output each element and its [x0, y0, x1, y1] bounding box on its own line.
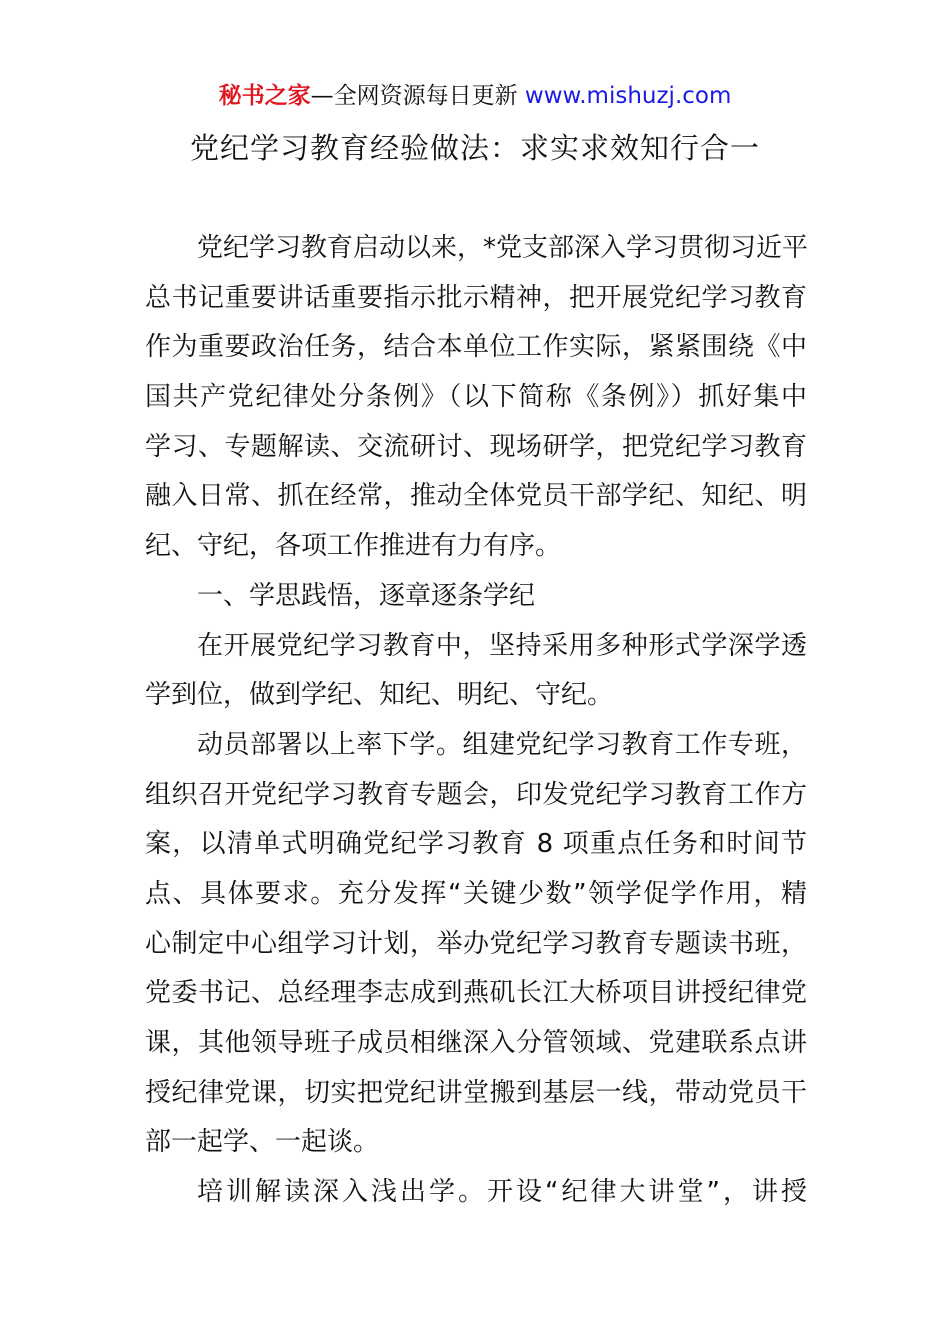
body-line: 培训解读深入浅出学。开设“纪律大讲堂”，讲授 [197, 1177, 807, 1208]
site-name: 秘书之家 [218, 83, 311, 109]
body-line: 国共产党纪律处分条例》（以下简称《条例》）抓好集中 [145, 382, 807, 413]
body-line: 点、具体要求。充分发挥“关键少数”领学促学作用，精 [145, 878, 807, 909]
body-line: 融入日常、抓在经常，推动全体党员干部学纪、知纪、明 [145, 481, 807, 512]
body-line: 在开展党纪学习教育中，坚持采用多种形式学深学透 [197, 630, 807, 661]
site-header [0, 80, 950, 112]
body-line: 授纪律党课，切实把党纪讲堂搬到基层一线，带动党员干 [145, 1077, 807, 1108]
site-url-link[interactable]: www.mishuzj.com [524, 83, 732, 109]
body-line: 心制定中心组学习计划，举办党纪学习教育专题读书班， [145, 928, 807, 959]
body-line: 党委书记、总经理李志成到燕矶长江大桥项目讲授纪律党 [145, 978, 807, 1009]
body-line: 党纪学习教育启动以来，*党支部深入学习贯彻习近平 [197, 233, 809, 263]
body-line: 组织召开党纪学习教育专题会，印发党纪学习教育工作方 [145, 779, 807, 810]
body-line: 总书记重要讲话重要指示批示精神，把开展党纪学习教育 [145, 282, 807, 313]
body-line: 案，以清单式明确党纪学习教育 8 项重点任务和时间节 [145, 829, 807, 860]
document-body [145, 224, 807, 1218]
body-line: 动员部署以上率下学。组建党纪学习教育工作专班， [197, 729, 807, 760]
site-slogan: —全网资源每日更新 [310, 83, 525, 109]
body-line: 部一起学、一起谈。 [145, 1127, 380, 1158]
body-line: 纪、守纪，各项工作推进有力有序。 [145, 531, 562, 562]
section-heading: 一、学思践悟，逐章逐条学纪 [197, 580, 536, 611]
body-line: 学习、专题解读、交流研讨、现场研学，把党纪学习教育 [145, 431, 807, 462]
body-line: 课，其他领导班子成员相继深入分管领域、党建联系点讲 [145, 1028, 807, 1058]
body-line: 学到位，做到学纪、知纪、明纪、守纪。 [145, 680, 614, 711]
document-title: 党纪学习教育经验做法：求实求效知行合一 [189, 131, 760, 165]
body-line: 作为重要政治任务，结合本单位工作实际，紧紧围绕《中 [145, 332, 807, 363]
